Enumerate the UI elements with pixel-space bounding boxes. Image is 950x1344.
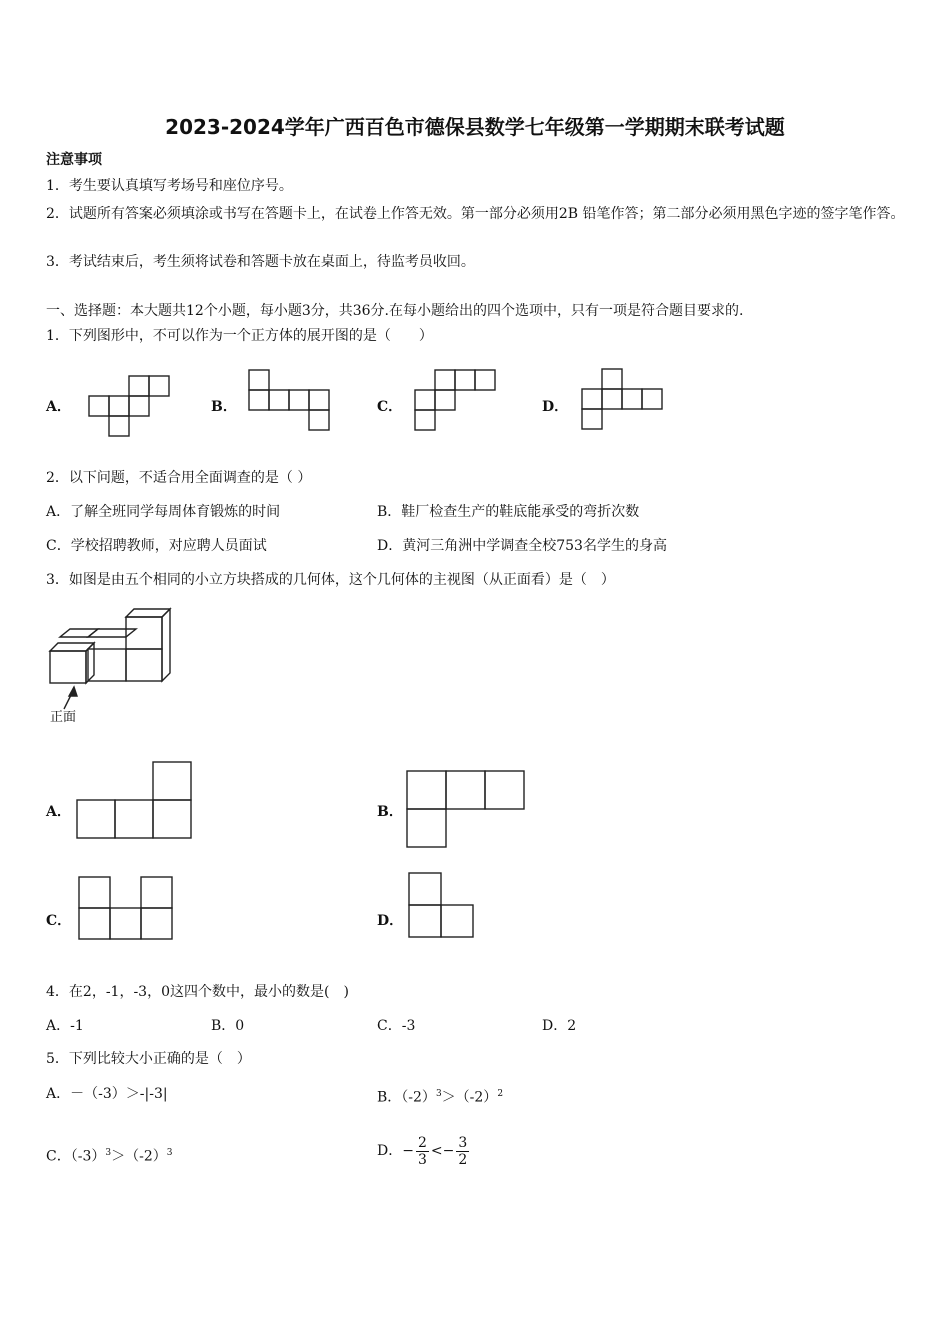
q3-label-c: C． <box>46 913 72 929</box>
q5-d-fraction-2 <box>456 1135 469 1168</box>
q3-label-a: A． <box>46 804 71 820</box>
q5-d-fraction-1 <box>416 1135 429 1168</box>
q5-b-exp2: 2 <box>497 1089 504 1099</box>
q1-label-a: A． <box>46 399 71 415</box>
q1-stem: 1．下列图形中，不可以作为一个正方体的展开图的是（ ） <box>46 328 433 344</box>
q5-d-num2: 3 <box>458 1134 468 1151</box>
q3-view-c <box>78 876 176 942</box>
q5-option-d <box>377 1119 471 1183</box>
q4-option-b: B．0 <box>211 1018 245 1034</box>
q3-label-b: B． <box>377 804 403 820</box>
note-item-2: 2．试题所有答案必须填涂或书写在答题卡上，在试卷上作答无效。第一部分必须用2B 铅笔作答；第二部分必须用黑色字迹的签字笔作答。 <box>46 206 905 222</box>
q5-a-label: A． <box>46 1086 71 1102</box>
q1-net-d <box>581 368 663 430</box>
q4-option-c: C．-3 <box>377 1018 416 1034</box>
q4-option-d: D．2 <box>542 1018 577 1034</box>
q1-label-b: B． <box>211 399 237 415</box>
q5-b-relation: ＞ <box>441 1089 456 1106</box>
q5-d-minus: − <box>402 1143 414 1159</box>
q3-view-d <box>408 872 476 940</box>
q1-label-d: D． <box>542 399 569 415</box>
q3-stem: 3．如图是由五个相同的小立方块搭成的几何体，这个几何体的主视图（从正面看）是（ ） <box>46 572 615 588</box>
q5-c-exp1: 3 <box>105 1148 112 1158</box>
note-item-3: 3．考试结束后，考生须将试卷和答题卡放在桌面上，待监考员收回。 <box>46 254 475 270</box>
q5-c-base2: （-2） <box>125 1148 167 1165</box>
q5-c-label: C． <box>46 1148 71 1165</box>
q5-stem: 5．下列比较大小正确的是（ ） <box>46 1051 251 1067</box>
section-heading: 一、选择题：本大题共12个小题，每小题3分，共36分.在每小题给出的四个选项中，只有一项是符合题目要求的. <box>46 303 744 319</box>
q2-option-d: D．黄河三角洲中学调查全校753名学生的身高 <box>377 538 667 554</box>
q5-d-relation: <− <box>430 1143 455 1159</box>
q4-stem: 4．在2，-1，-3，0这四个数中，最小的数是( ) <box>46 984 349 1000</box>
q5-b-exp1: 3 <box>435 1089 442 1099</box>
q3-front-label: 正面 <box>50 710 77 725</box>
q3-view-b <box>406 770 526 850</box>
q4-option-a: A．-1 <box>46 1018 84 1034</box>
q3-view-a <box>76 761 194 841</box>
q5-d-den2: 2 <box>458 1151 468 1168</box>
q5-d-label: D． <box>377 1143 403 1159</box>
q5-c-relation: ＞ <box>111 1148 126 1165</box>
q1-net-a <box>88 375 170 437</box>
q5-option-b <box>377 1084 503 1108</box>
q2-stem: 2．以下问题，不适合用全面调查的是（ ） <box>46 470 312 486</box>
q5-b-base2: （-2） <box>455 1089 498 1106</box>
q2-option-b: B．鞋厂检查生产的鞋底能承受的弯折次数 <box>377 504 640 520</box>
notes-heading: 注意事项 <box>46 152 102 168</box>
q1-label-c: C． <box>377 399 403 415</box>
page-title: 2023-2024学年广西百色市德保县数学七年级第一学期期末联考试题 <box>165 115 785 139</box>
q2-option-c: C．学校招聘教师，对应聘人员面试 <box>46 538 267 554</box>
q5-c-exp2: 3 <box>166 1148 173 1158</box>
q5-b-base1: （-2） <box>401 1089 436 1106</box>
note-item-1: 1．考生要认真填写考场号和座位序号。 <box>46 178 293 194</box>
q3-label-d: D． <box>377 913 404 929</box>
q5-d-num1: 2 <box>417 1134 427 1151</box>
q5-c-base1: （-3） <box>70 1148 106 1165</box>
q5-option-c <box>46 1143 172 1167</box>
q2-option-a: A．了解全班同学每周体育锻炼的时间 <box>46 504 281 520</box>
q5-a-expr: －（-3）＞-|-3| <box>70 1086 168 1102</box>
q5-option-a <box>46 1084 168 1104</box>
q5-b-label: B． <box>377 1089 402 1106</box>
q1-net-b <box>248 369 330 431</box>
q5-d-den1: 3 <box>417 1151 427 1168</box>
q1-net-c <box>414 369 496 431</box>
